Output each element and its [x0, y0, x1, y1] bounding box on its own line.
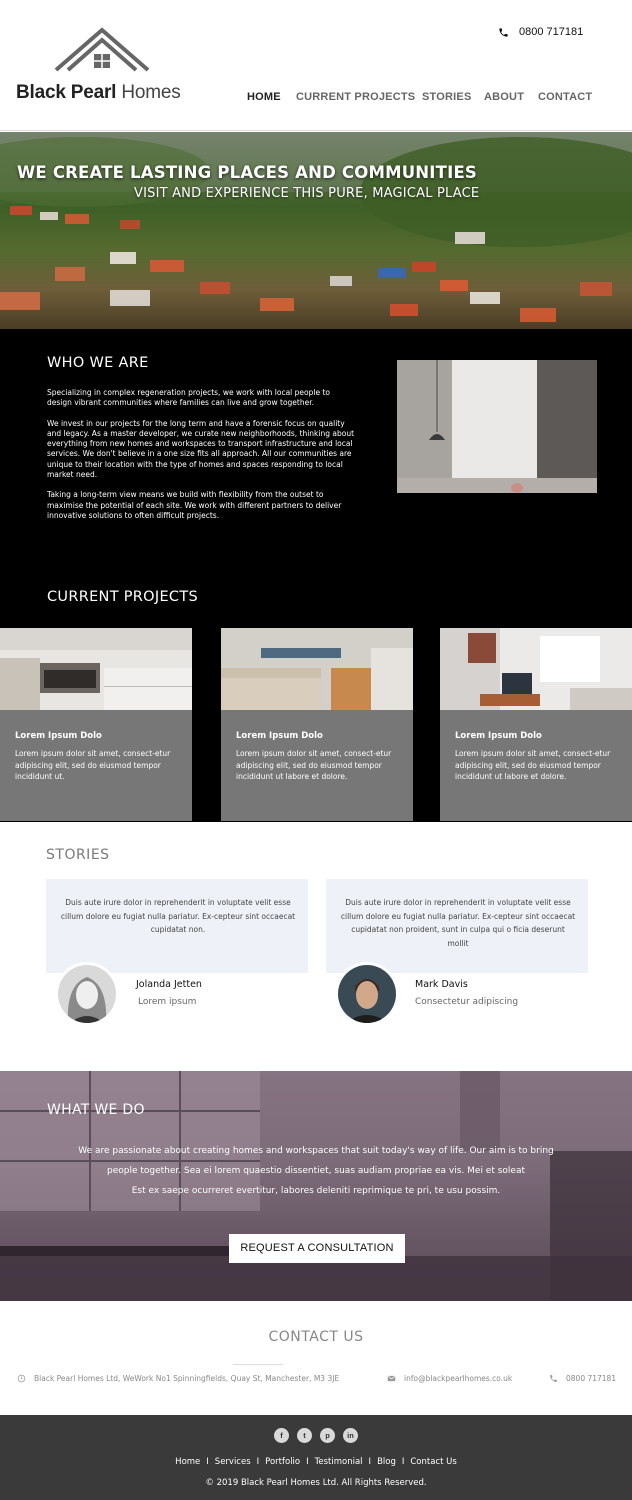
who-paragraph: Taking a long-term view means we build with flexibility from the outset to maximise the potential of each site. We work with different partners to deliver innovative solutions to often difficult projects.: [47, 490, 342, 520]
hero-banner: [0, 132, 632, 329]
interior-illustration: [397, 360, 597, 493]
contact-address-text: Black Pearl Homes Ltd, WeWork No1 Spinningfields, Quay St, Manchester, M3 3JE: [34, 1374, 340, 1383]
project-card[interactable]: [440, 628, 632, 821]
project-card-image: [221, 628, 413, 710]
footer-separator: I: [206, 1457, 209, 1467]
envelope-icon: [387, 1374, 396, 1383]
footer-link-services[interactable]: Services: [214, 1457, 251, 1467]
testimonial-text: Duis aute irure dolor in reprehenderit in voluptate velit esse cillum dolore eu fugiat nulla pariatur. Ex-cepteur sint occaecat cupidatat non.: [60, 898, 296, 934]
phone-icon: [549, 1374, 558, 1383]
who-paragraph: Specializing in complex regeneration projects, we work with local people to design vibrant communities where families can live and grow together.: [47, 388, 330, 408]
footer-link-home[interactable]: Home: [175, 1457, 201, 1467]
project-card-text: Lorem ipsum dolor sit amet, consect-etur adipiscing elit, sed do eiusmod tempor incididunt ut.: [15, 749, 171, 781]
linkedin-icon[interactable]: in: [343, 1428, 358, 1443]
footer-separator: I: [368, 1457, 372, 1467]
header-phone-number: 0800 717181: [519, 26, 584, 38]
footer-link-testimonial[interactable]: Testimonial: [314, 1457, 363, 1467]
footer-link-portfolio[interactable]: Portfolio: [265, 1457, 301, 1467]
testimonial-name: Mark Davis: [415, 979, 468, 990]
avatar: [335, 962, 399, 1026]
nav-stories[interactable]: STORIES: [422, 91, 472, 103]
contact-email-text: info@blackpearlhomes.co.uk: [404, 1374, 513, 1383]
nav-home[interactable]: HOME: [247, 91, 281, 103]
footer-separator: I: [401, 1457, 405, 1467]
testimonial-role: Lorem ipsum: [138, 997, 197, 1007]
nav-current-projects[interactable]: CURRENT PROJECTS: [296, 91, 416, 103]
current-projects-title: CURRENT PROJECTS: [47, 589, 199, 605]
what-we-do-line: We are passionate about creating homes and workspaces that suit today's way of life. Our aim is to bring: [78, 1146, 554, 1156]
location-icon: [17, 1374, 26, 1383]
testimonial-text: Duis aute irure dolor in reprehenderit in voluptate velit esse cillum dolore eu fugiat nulla pariatur. Ex-cepteur sint occaecat cupidatat non proident, sunt in culpa qui o ficia deserunt mollit: [340, 898, 576, 948]
project-card[interactable]: [221, 628, 413, 821]
phone-icon: [498, 27, 509, 38]
contact-address: [17, 1374, 339, 1383]
project-card-text: Lorem ipsum dolor sit amet, consect-etur adipiscing elit, sed do eiusmod tempor incididunt ut labore et dolore.: [236, 749, 392, 781]
footer-link-blog[interactable]: Blog: [377, 1457, 396, 1467]
project-card-image: [440, 628, 632, 710]
footer-separator: I: [256, 1457, 260, 1467]
copyright-text: © 2019 Black Pearl Homes Ltd. All Rights Reserved.: [205, 1478, 427, 1488]
project-card-title: Lorem Ipsum Dolo: [236, 731, 323, 741]
contact-email[interactable]: [387, 1374, 512, 1383]
what-we-do-line: people together. Sea ei lorem quaestio dissentiet, suas audiam propriae ea vis. Mei et soleat: [106, 1166, 526, 1176]
social-links: [274, 1428, 358, 1443]
nav-about[interactable]: ABOUT: [484, 91, 525, 103]
house-logo-icon: [54, 26, 150, 74]
footer-nav: [0, 1457, 632, 1467]
footer-link-contact[interactable]: Contact Us: [410, 1457, 457, 1467]
what-we-do-text: [40, 1141, 592, 1201]
divider: [233, 1364, 283, 1365]
who-we-are-text: [47, 388, 355, 531]
hero-title: WE CREATE LASTING PLACES AND COMMUNITIES: [17, 163, 477, 182]
testimonial-name: Jolanda Jetten: [136, 979, 202, 990]
header-phone[interactable]: [498, 26, 583, 38]
logo-text: Black Pearl Homes: [16, 82, 181, 103]
avatar: [55, 962, 119, 1026]
hero-village-image: [0, 132, 632, 329]
hero-subtitle: VISIT AND EXPERIENCE THIS PURE, MAGICAL PLACE: [134, 186, 480, 201]
request-consultation-button[interactable]: REQUEST A CONSULTATION: [229, 1234, 405, 1263]
project-card-title: Lorem Ipsum Dolo: [455, 731, 542, 741]
contact-phone-text: 0800 717181: [566, 1374, 617, 1383]
twitter-icon[interactable]: t: [297, 1428, 312, 1443]
contact-title: CONTACT US: [268, 1329, 364, 1345]
who-paragraph: We invest in our projects for the long term and have a forensic focus on quality and legacy. As a master developer, we curate new neighborhoods, thinking about everything from new homes and workspaces to transport infrastructure and local services. We don't believe in a one size fits all approach. All our communities are unique to their location with the type of homes and spaces responding to local market need.: [47, 418, 355, 480]
footer-separator: I: [306, 1457, 309, 1467]
facebook-icon[interactable]: f: [274, 1428, 289, 1443]
project-card-title: Lorem Ipsum Dolo: [15, 731, 102, 741]
interior-photo: [397, 360, 597, 493]
pinterest-icon[interactable]: p: [320, 1428, 335, 1443]
project-card-text: Lorem ipsum dolor sit amet, consect-etur adipiscing elit, sed do eiusmod tempor incididunt ut labore et dolore.: [455, 749, 611, 781]
who-we-are-title: WHO WE ARE: [47, 355, 149, 371]
project-card-image: [0, 628, 192, 710]
contact-phone[interactable]: [549, 1374, 616, 1383]
what-we-do-title: WHAT WE DO: [47, 1102, 145, 1118]
stories-title: STORIES: [46, 847, 110, 863]
what-we-do-line: Est ex saepe ocurreret evertitur, labores deleniti reprimique te pri, te usu possim.: [131, 1186, 501, 1196]
testimonial-quote: [46, 879, 308, 973]
man-portrait: [338, 965, 396, 1023]
testimonial-quote: [326, 879, 588, 973]
nav-contact[interactable]: CONTACT: [538, 91, 593, 103]
testimonial-role: Consectetur adipiscing: [415, 997, 519, 1007]
project-card[interactable]: [0, 628, 192, 821]
woman-portrait: [58, 965, 116, 1023]
main-nav: [0, 91, 632, 107]
site-header: [0, 0, 632, 131]
